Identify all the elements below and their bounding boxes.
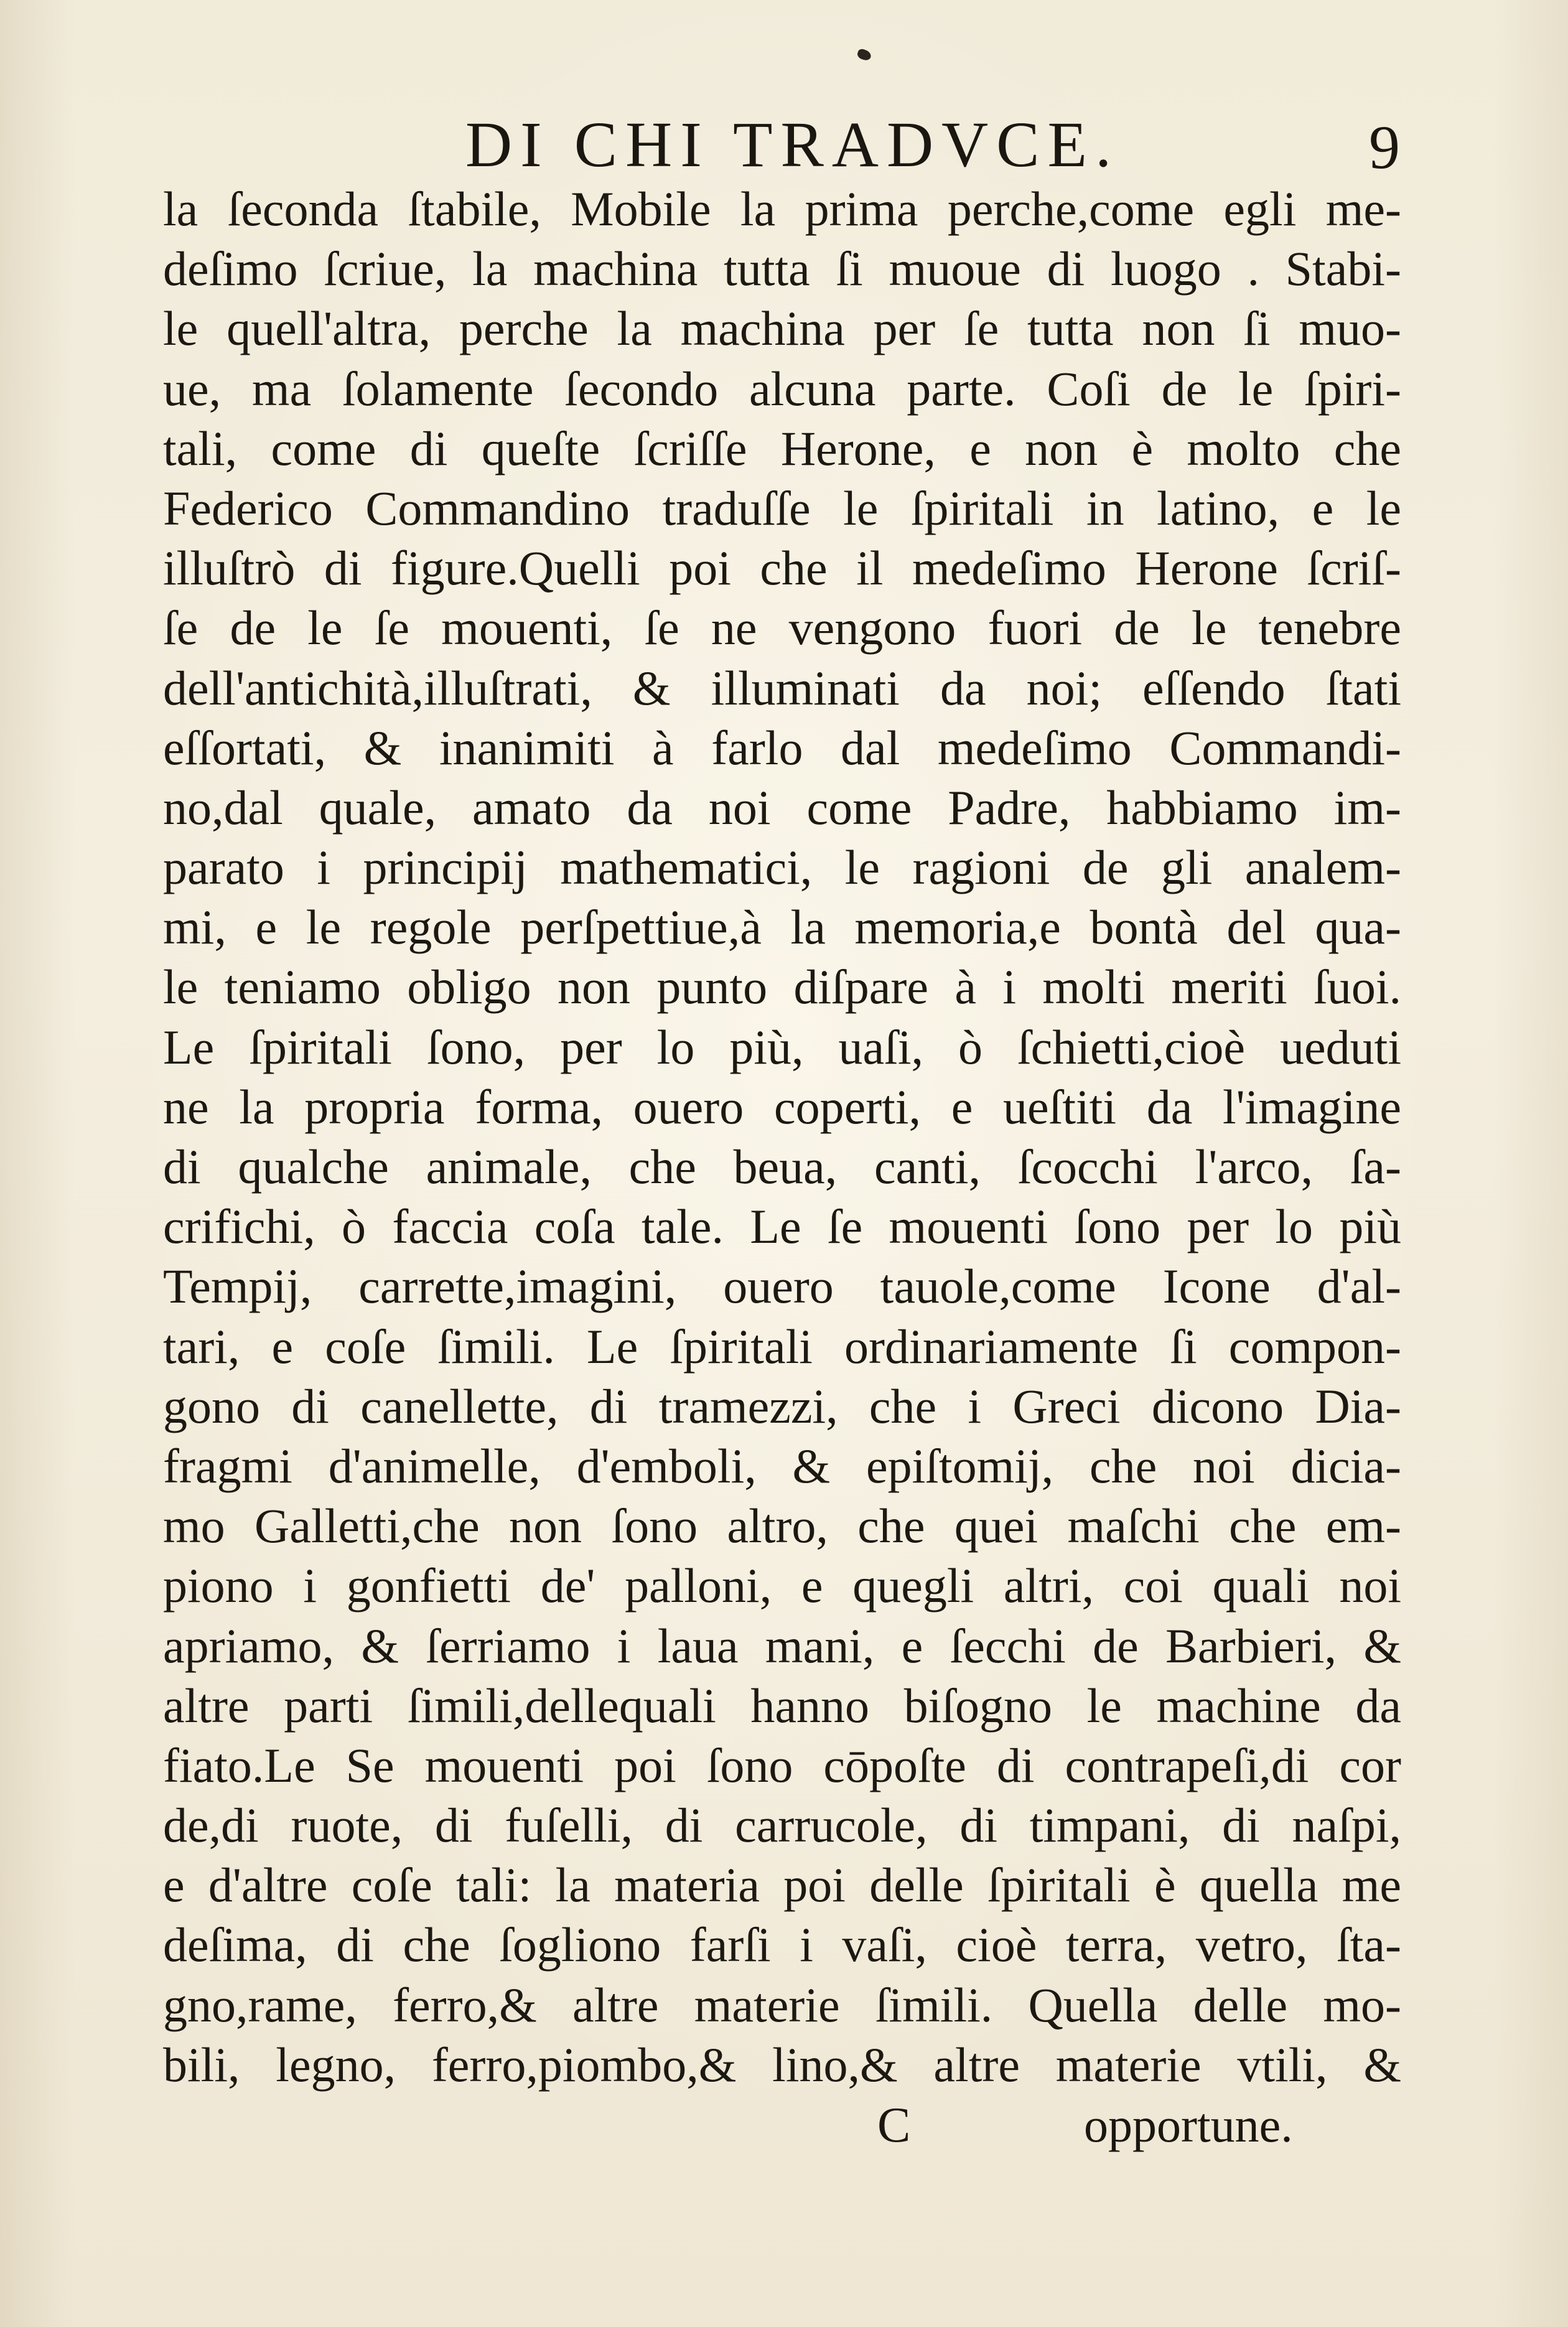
text-line: Tempij, carrette,imagini, ouero tauole,come Icone d'al- [163,1259,1401,1314]
catchword: opportune. [1084,2098,1293,2152]
text-line: tali, come di queſte ſcriſſe Herone, e non è molto che [163,421,1401,475]
text-line: ſe de le ſe mouenti, ſe ne vengono fuori de le tenebre [163,601,1401,655]
text-line: deſima, di che ſogliono farſi i vaſi, cioè terra, vetro, ſta- [163,1917,1401,1972]
running-title: DI CHI TRADVCE. [465,109,1120,180]
text-line: fragmi d'animelle, d'emboli, & epiſtomij, che noi dicia- [163,1438,1401,1493]
text-line: apriamo, & ſerriamo i laua mani, e ſecchi de Barbieri, & [163,1618,1401,1673]
running-head [0,105,1568,182]
text-line: de,di ruote, di fuſelli, di carrucole, di timpani, di naſpi, [163,1798,1401,1853]
text-line: crifichi, ò faccia coſa tale. Le ſe mouenti ſono per lo più [163,1199,1401,1254]
text-line: fiato.Le Se mouenti poi ſono cōpoſte di contrapeſi,di cor [163,1738,1401,1792]
page-gutter-shadow [0,0,75,2327]
text-line: le quell'altra, perche la machina per ſe tutta non ſi muo- [163,301,1401,356]
text-line: dell'antichità,illuſtrati, & illuminati da noi; eſſendo ſtati [163,660,1401,715]
text-line: bili, legno, ferro,piombo,& lino,& altre materie vtili, & [163,2037,1401,2092]
ink-mark-icon [856,48,872,62]
text-line: tari, e coſe ſimili. Le ſpiritali ordinariamente ſi compon- [163,1319,1401,1374]
text-line: gono di canellette, di tramezzi, che i Greci dicono Dia- [163,1379,1401,1433]
text-line: illuſtrò di figure.Quelli poi che il medeſimo Herone ſcriſ- [163,541,1401,596]
text-line: le teniamo obligo non punto diſpare à i molti meriti ſuoi. [163,960,1401,1014]
text-line: ne la propria forma, ouero coperti, e ueſtiti da l'imagine [163,1079,1401,1134]
text-line: no,dal quale, amato da noi come Padre, habbiamo im- [163,780,1401,835]
page-number: 9 [1369,113,1400,182]
body-text [163,179,1401,2095]
text-line: deſimo ſcriue, la machina tutta ſi muoue di luogo . Stabi- [163,241,1401,296]
page-footer [0,2094,1568,2163]
text-line: gno,rame, ferro,& altre materie ſimili. Quella delle mo- [163,1977,1401,2032]
text-line: altre parti ſimili,dellequali hanno biſogno le machine da [163,1678,1401,1733]
signature-mark: C [877,2098,911,2153]
text-line: Federico Commandino traduſſe le ſpiritali in latino, e le [163,480,1401,535]
text-line: parato i principij mathematici, le ragioni de gli analem- [163,840,1401,895]
text-line: ue, ma ſolamente ſecondo alcuna parte. Coſi de le ſpiri- [163,361,1401,416]
text-line: la ſeconda ſtabile, Mobile la prima perche,come egli me- [163,182,1401,236]
text-line: mi, e le regole perſpettiue,à la memoria,e bontà del qua- [163,900,1401,955]
text-line: e d'altre coſe tali: la materia poi delle ſpiritali è quella me [163,1858,1401,1913]
text-line: mo Galletti,che non ſono altro, che quei maſchi che em- [163,1499,1401,1553]
text-line: piono i gonfietti de' palloni, e quegli altri, coi quali noi [163,1558,1401,1613]
text-line: Le ſpiritali ſono, per lo più, uaſi, ò ſchietti,cioè ueduti [163,1019,1401,1074]
text-line: di qualche animale, che beua, canti, ſcocchi l'arco, ſa- [163,1140,1401,1194]
text-line: eſſortati, & inanimiti à farlo dal medeſimo Commandi- [163,720,1401,775]
page-edge-shadow [1493,0,1568,2327]
